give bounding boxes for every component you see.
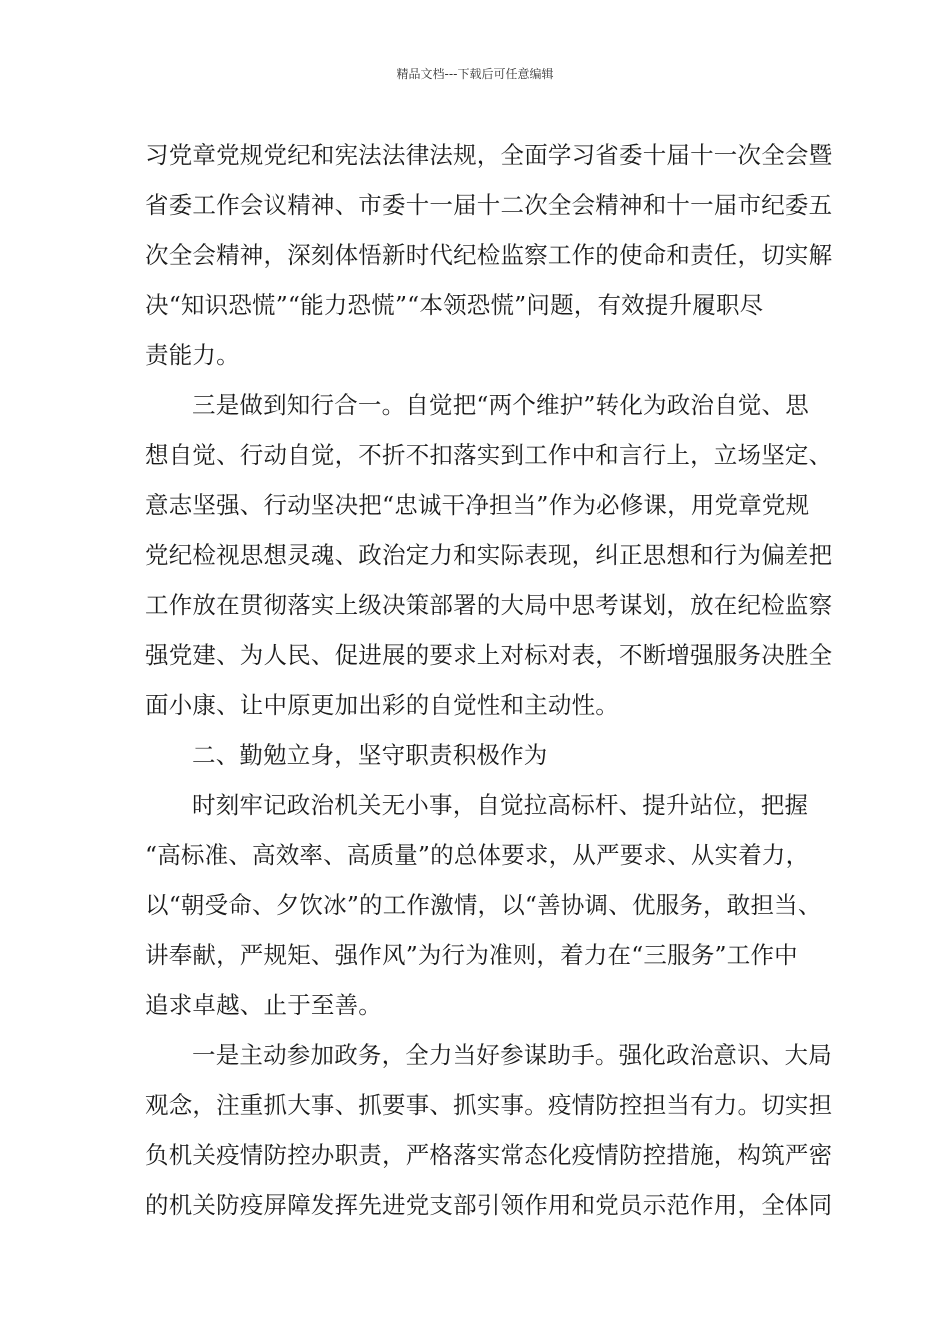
text-line: “高标准、高效率、高质量”的总体要求，从严要求、从实着力，	[145, 841, 810, 869]
text-line: 追求卓越、止于至善。	[145, 991, 382, 1019]
text-line: 想自觉、行动自觉，不折不扣落实到工作中和言行上，立场坚定、	[145, 441, 833, 469]
text-line: 面小康、让中原更加出彩的自觉性和主动性。	[145, 691, 619, 719]
text-line: 意志坚强、行动坚决把“忠诚干净担当”作为必修课，用党章党规	[145, 491, 810, 519]
text-line: 决“知识恐慌”“能力恐慌”“本领恐慌”问题，有效提升履职尽	[145, 291, 764, 319]
text-line: 三是做到知行合一。自觉把“两个维护”转化为政治自觉、思	[192, 391, 809, 419]
text-line: 次全会精神，深刻体悟新时代纪检监察工作的使命和责任，切实解	[145, 241, 833, 269]
text-line: 责能力。	[145, 341, 240, 369]
text-line: 观念，注重抓大事、抓要事、抓实事。疫情防控担当有力。切实担	[145, 1091, 833, 1119]
body-text	[145, 130, 833, 1230]
text-line: 工作放在贯彻落实上级决策部署的大局中思考谋划，放在纪检监察	[145, 591, 833, 619]
text-line: 二、勤勉立身，坚守职责积极作为	[192, 741, 548, 769]
text-line: 一是主动参加政务，全力当好参谋助手。强化政治意识、大局	[192, 1041, 832, 1069]
text-line: 的机关防疫屏障发挥先进党支部引领作用和党员示范作用，全体同	[145, 1191, 833, 1219]
text-line: 党纪检视思想灵魂、政治定力和实际表现，纠正思想和行为偏差把	[145, 541, 833, 569]
text-line: 习党章党规党纪和宪法法律法规，全面学习省委十届十一次全会暨	[145, 141, 833, 169]
text-line: 负机关疫情防控办职责，严格落实常态化疫情防控措施，构筑严密	[145, 1141, 833, 1169]
text-line: 以“朝受命、夕饮冰”的工作激情，以“善协调、优服务，敢担当、	[145, 891, 822, 919]
text-line: 讲奉献，严规矩、强作风”为行为准则，着力在“三服务”工作中	[145, 941, 798, 969]
page-header: 精品文档---下载后可任意编辑	[396, 67, 554, 81]
text-line: 时刻牢记政治机关无小事，自觉拉高标杆、提升站位，把握	[192, 791, 809, 819]
text-line: 省委工作会议精神、市委十一届十二次全会精神和十一届市纪委五	[145, 191, 833, 219]
text-line: 强党建、为人民、促进展的要求上对标对表，不断增强服务决胜全	[145, 641, 833, 669]
